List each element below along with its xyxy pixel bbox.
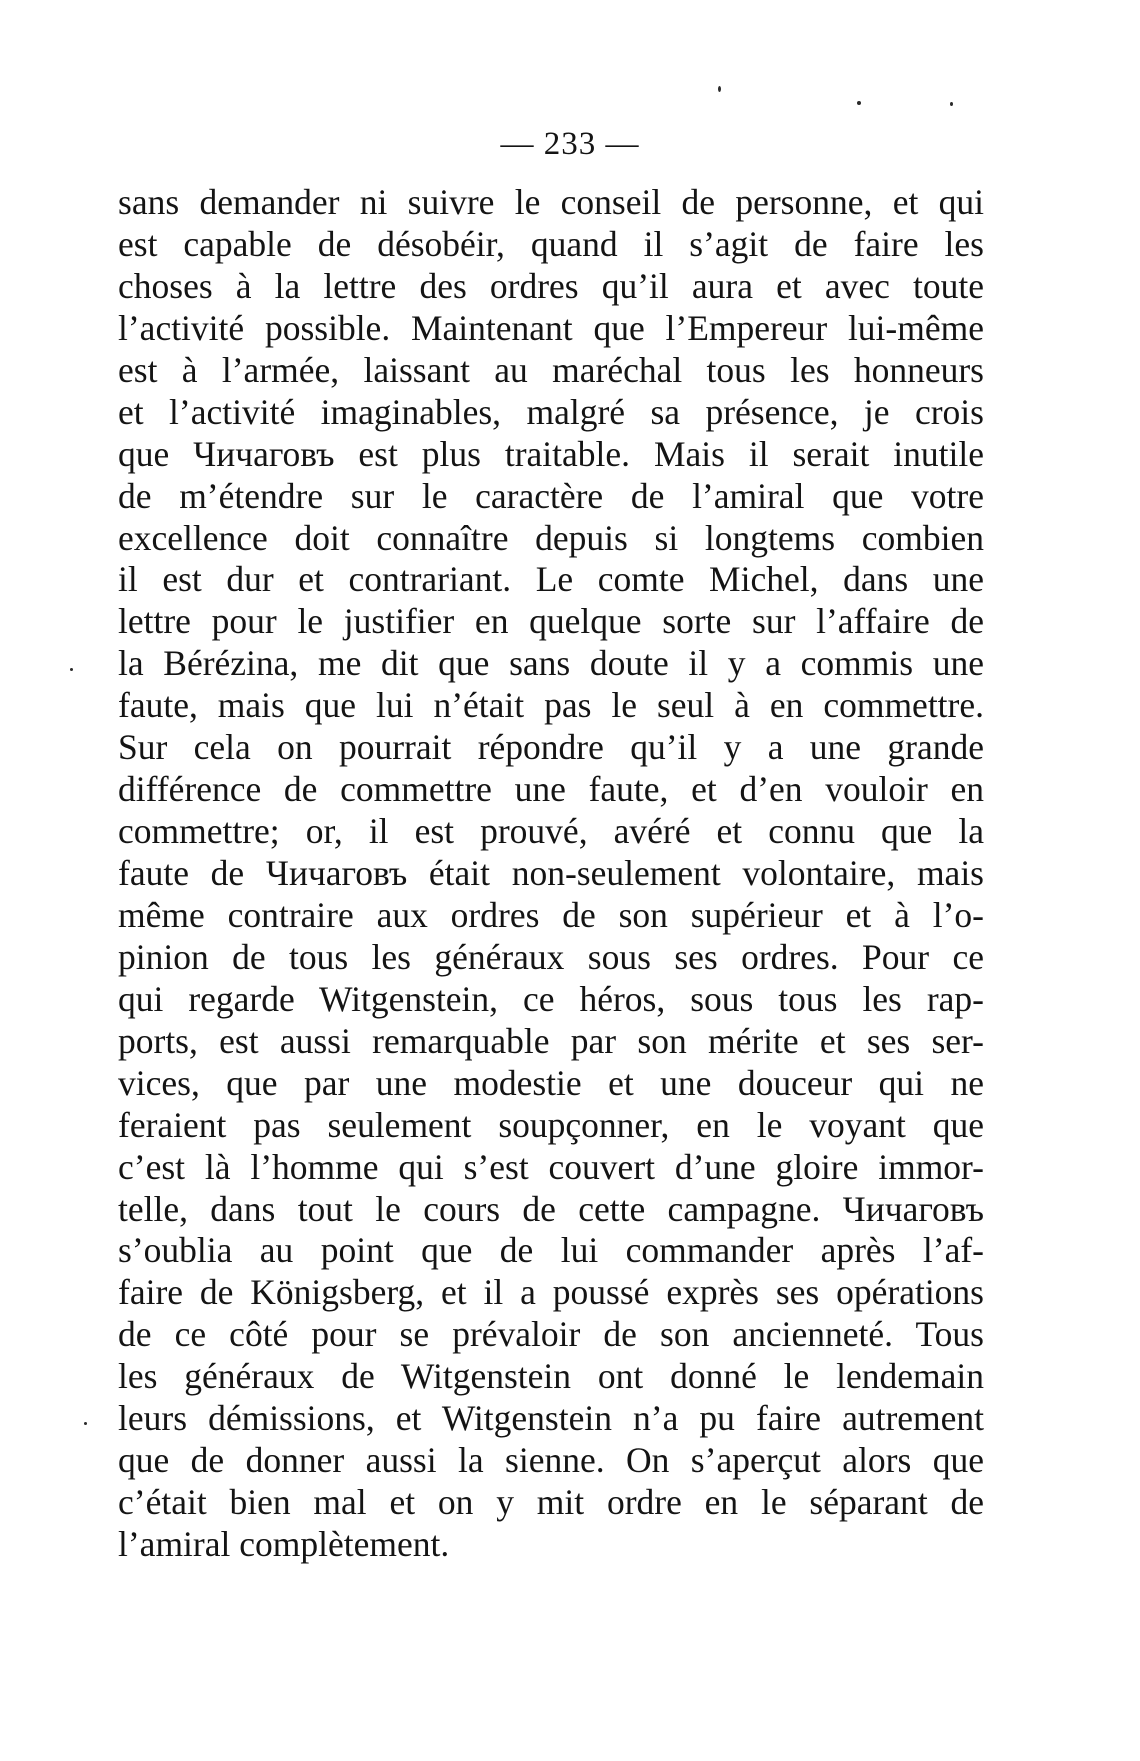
scan-speck: [718, 86, 721, 92]
text-line: est à l’armée, laissant au maréchal tous les honneurs: [118, 349, 984, 390]
text-line: que Чичаговъ est plus traitable. Mais il serait inutile: [118, 433, 984, 474]
scan-speck: [950, 102, 953, 106]
text-line: faute de Чичаговъ était non-seulement volontaire, mais: [118, 853, 984, 893]
text-line: faire de Königsberg, et il a poussé exprès ses opérations: [118, 1272, 984, 1313]
text-line: telle, dans tout le cours de cette campagne. Чичаговъ: [118, 1188, 984, 1229]
text-line: ports, est aussi remarquable par son mérite et ses ser-: [118, 1020, 984, 1061]
text-line: la Bérézina, me dit que sans doute il y a commis une: [118, 643, 984, 684]
text-line: l’activité possible. Maintenant que l’Empereur lui-même: [118, 307, 984, 348]
text-line: c’était bien mal et on y mit ordre en le séparant de: [118, 1482, 984, 1523]
text-line: de ce côté pour se prévaloir de son ancienneté. Tous: [118, 1314, 984, 1355]
text-line: même contraire aux ordres de son supérieur et à l’o-: [118, 894, 984, 935]
text-line: commettre; or, il est prouvé, avéré et connu que la: [118, 811, 984, 852]
text-line: qui regarde Witgenstein, ce héros, sous tous les rap-: [118, 978, 984, 1019]
scan-speck: [70, 668, 73, 671]
text-line: que de donner aussi la sienne. On s’aperçut alors que: [118, 1440, 984, 1481]
text-line: différence de commettre une faute, et d’en vouloir en: [118, 769, 984, 810]
text-line: Sur cela on pourrait répondre qu’il y a une grande: [118, 727, 984, 768]
text-line: et l’activité imaginables, malgré sa présence, je crois: [118, 391, 984, 432]
text-line: excellence doit connaître depuis si longtems combien: [118, 517, 984, 558]
text-line: il est dur et contrariant. Le comte Michel, dans une: [118, 559, 984, 600]
text-line: sans demander ni suivre le conseil de personne, et qui: [118, 182, 984, 222]
text-line: pinion de tous les généraux sous ses ordres. Pour ce: [118, 936, 984, 977]
text-line: s’oublia au point que de lui commander après l’af-: [118, 1230, 984, 1271]
text-line: est capable de désobéir, quand il s’agit de faire les: [118, 223, 984, 264]
text-line: les généraux de Witgenstein ont donné le lendemain: [118, 1356, 984, 1397]
text-line: vices, que par une modestie et une douceur qui ne: [118, 1062, 984, 1103]
text-line: lettre pour le justifier en quelque sorte sur l’affaire de: [118, 601, 984, 642]
page-number: — 233 —: [500, 126, 640, 162]
text-line: leurs démissions, et Witgenstein n’a pu faire autrement: [118, 1398, 984, 1439]
text-line: l’amiral complètement.: [118, 1524, 450, 1564]
scan-speck: [857, 101, 861, 105]
text-line: faute, mais que lui n’était pas le seul à en commettre.: [118, 685, 984, 726]
text-line: de m’étendre sur le caractère de l’amiral que votre: [118, 475, 984, 516]
text-line: feraient pas seulement soupçonner, en le voyant que: [118, 1104, 984, 1145]
text-line: c’est là l’homme qui s’est couvert d’une gloire immor-: [118, 1146, 984, 1187]
body-text: [118, 182, 984, 1566]
text-line: choses à la lettre des ordres qu’il aura et avec toute: [118, 265, 984, 306]
scan-speck: [84, 1422, 87, 1425]
